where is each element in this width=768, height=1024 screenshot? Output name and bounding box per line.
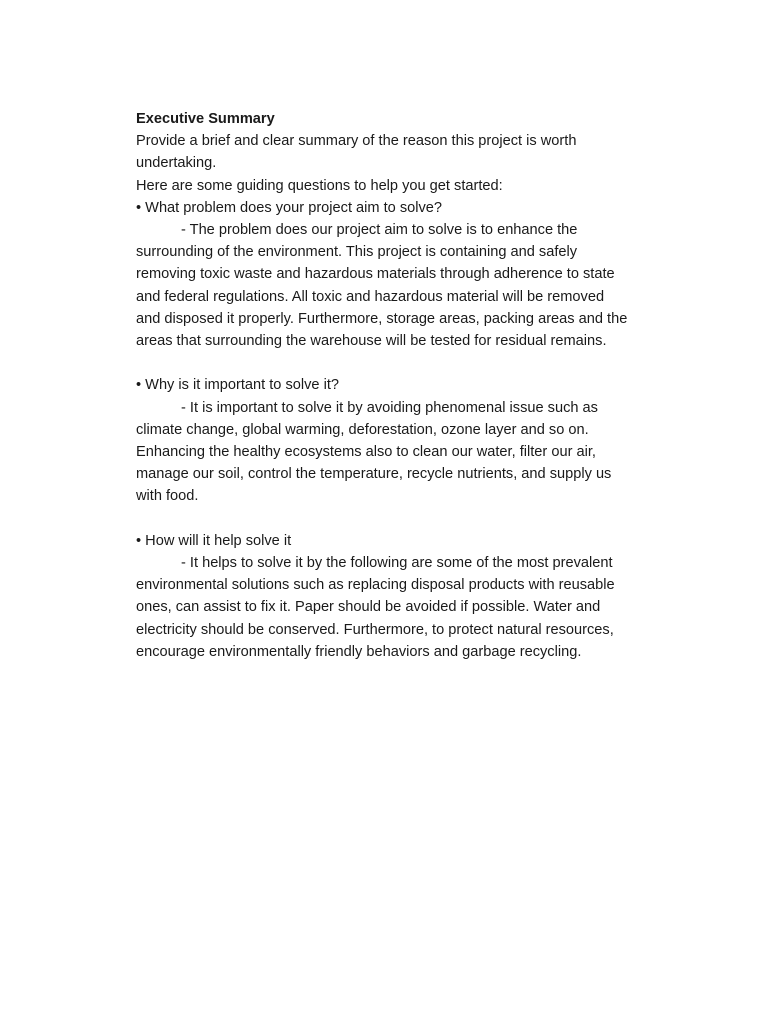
answer-line: Enhancing the healthy ecosystems also to clean our water, filter our air, (136, 444, 596, 461)
answer-line: encourage environmentally friendly behaviors and garbage recycling. (136, 643, 582, 660)
answer-line: and disposed it properly. Furthermore, storage areas, packing areas and the (136, 310, 628, 327)
answer-line: with food. (136, 488, 199, 505)
paragraph-spacer (136, 352, 696, 374)
section-question: • How will it help solve it (136, 532, 292, 549)
answer-line: electricity should be conserved. Furthermore, to protect natural resources, (136, 621, 614, 638)
section-solution (136, 530, 696, 663)
section-question: • Why is it important to solve it? (136, 377, 340, 394)
intro-line: undertaking. (136, 155, 217, 172)
answer-line: environmental solutions such as replacing disposal products with reusable (136, 577, 615, 594)
paragraph-spacer (136, 508, 696, 530)
answer-line: areas that surrounding the warehouse will be tested for residual remains. (136, 333, 607, 350)
intro-line: Provide a brief and clear summary of the reason this project is worth (136, 133, 577, 150)
document-body (136, 108, 696, 663)
section-question: • What problem does your project aim to solve? (136, 199, 443, 216)
answer-line: removing toxic waste and hazardous materials through adherence to state (136, 266, 615, 283)
section-importance (136, 374, 696, 507)
answer-line: and federal regulations. All toxic and hazardous material will be removed (136, 288, 605, 305)
answer-line: - It is important to solve it by avoiding phenomenal issue such as (181, 399, 598, 416)
section-problem (136, 197, 696, 352)
answer-line: - The problem does our project aim to solve is to enhance the (181, 222, 578, 239)
answer-line: surrounding of the environment. This project is containing and safely (136, 244, 578, 261)
answer-line: ones, can assist to fix it. Paper should be avoided if possible. Water and (136, 599, 601, 616)
document-title: Executive Summary (136, 111, 275, 127)
answer-line: manage our soil, control the temperature, recycle nutrients, and supply us (136, 466, 612, 483)
intro-line: Here are some guiding questions to help you get started: (136, 177, 503, 194)
answer-line: - It helps to solve it by the following are some of the most prevalent (181, 555, 613, 572)
answer-line: climate change, global warming, deforestation, ozone layer and so on. (136, 421, 589, 438)
